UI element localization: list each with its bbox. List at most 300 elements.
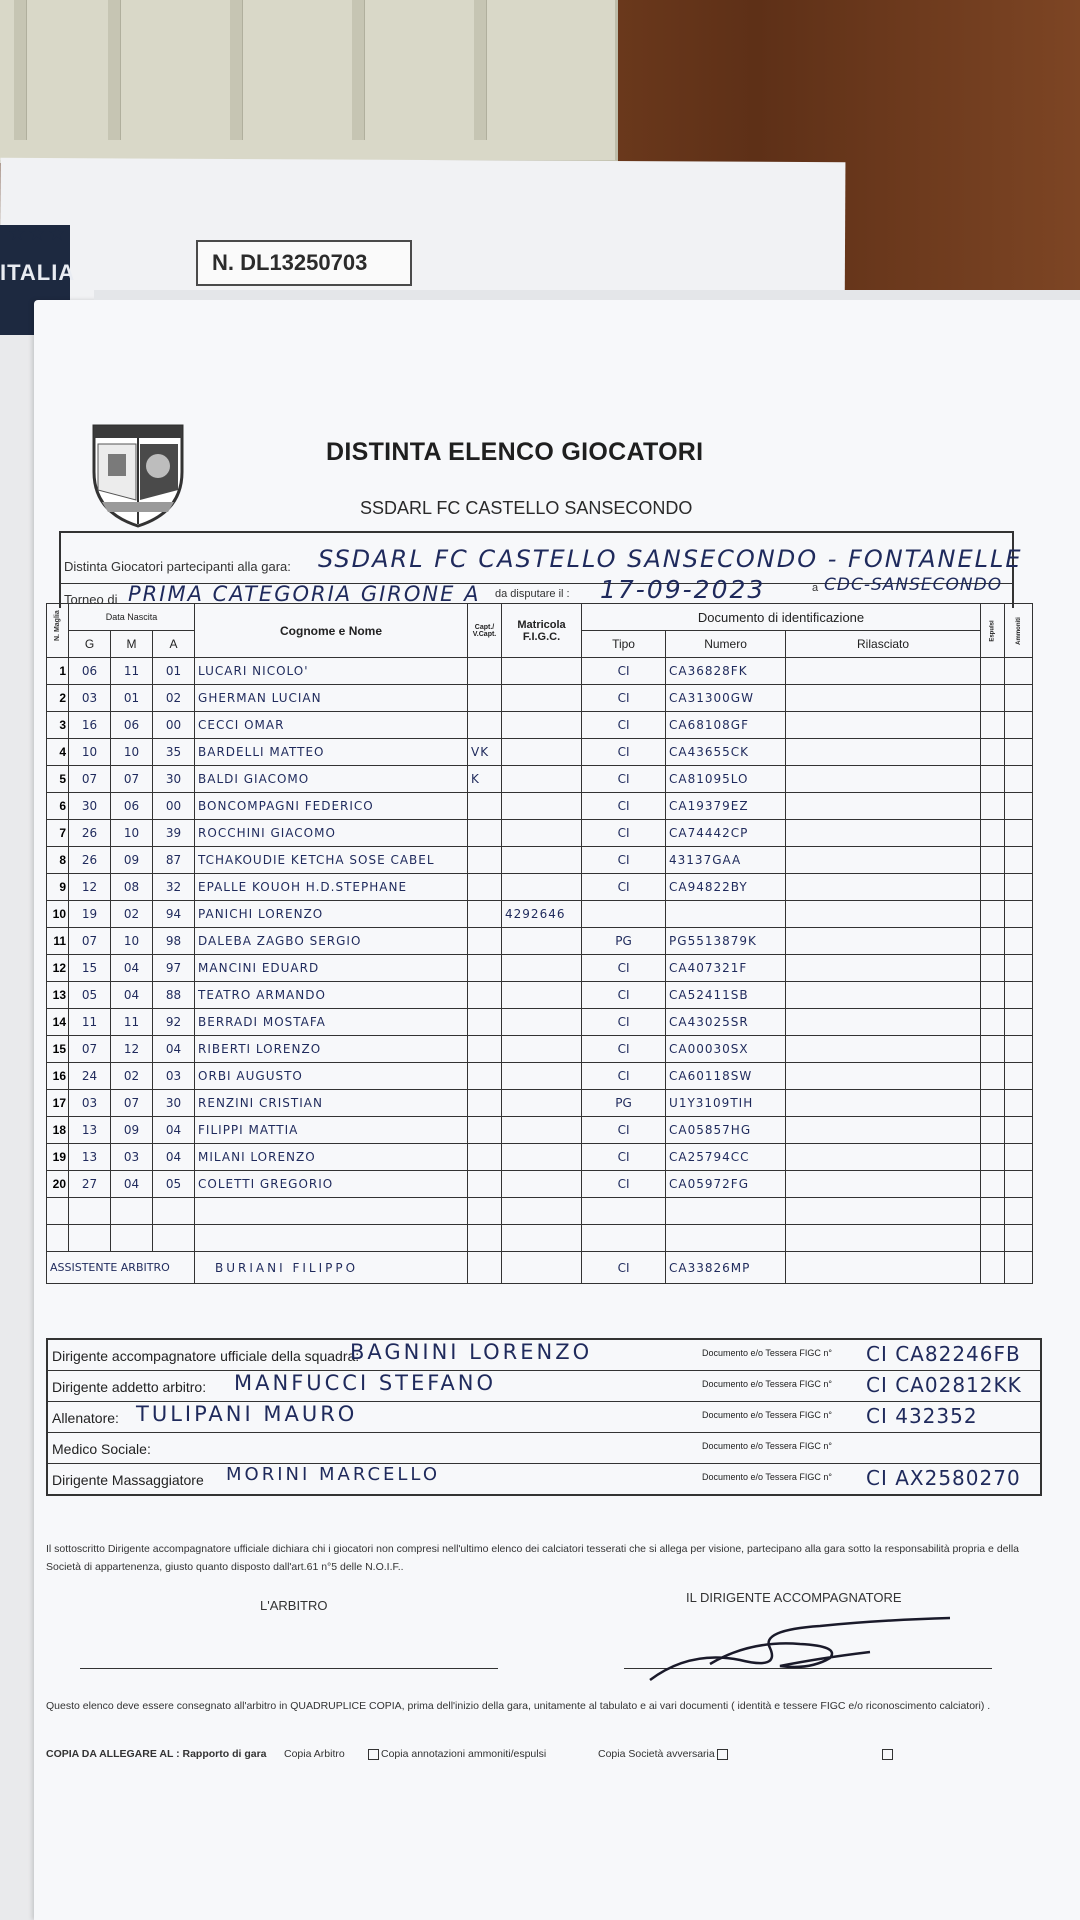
stars-icon: ★★★ [8,221,68,245]
shirt-number: 5 [47,766,69,793]
rilasciato-cell [786,1036,981,1063]
birth-year: 94 [153,901,195,928]
espulsi-cell [981,955,1005,982]
captain-mark [468,928,502,955]
rilasciato-cell [786,1252,981,1284]
col-m: M [111,631,153,658]
captain-mark [468,901,502,928]
captain-mark [468,1009,502,1036]
ammoniti-cell [1005,712,1033,739]
birth-year: 30 [153,766,195,793]
table-row [47,766,1033,793]
ammoniti-cell [1005,928,1033,955]
doc-number [666,901,786,928]
shirt-number: 2 [47,685,69,712]
doc-label: Documento e/o Tessera FIGC n° [702,1472,832,1482]
birth-day: 30 [69,793,111,820]
official-label: Allenatore: [52,1410,119,1426]
empty-cell [582,1198,666,1225]
tray-slot [230,0,243,140]
captain-mark: K [468,766,502,793]
birth-day: 07 [69,766,111,793]
player-name: PANICHI LORENZO [195,901,468,928]
sheet-shadow [94,290,1080,300]
official-value: BAGNINI LORENZO [350,1340,593,1364]
empty-cell [468,1198,502,1225]
espulsi-cell [981,1063,1005,1090]
doc-number: CA00030SX [666,1036,786,1063]
rilasciato-cell [786,1063,981,1090]
birth-month: 02 [111,901,153,928]
birth-month: 10 [111,739,153,766]
matricola [502,1144,582,1171]
birth-day: 16 [69,712,111,739]
birth-month: 03 [111,1144,153,1171]
rilasciato-cell [786,685,981,712]
birth-day: 13 [69,1117,111,1144]
matricola [502,1090,582,1117]
doc-label: Documento e/o Tessera FIGC n° [702,1410,832,1420]
doc-type: PG [582,1090,666,1117]
player-name: BARDELLI MATTEO [195,739,468,766]
captain-mark [468,658,502,685]
birth-day: 19 [69,901,111,928]
birth-month: 04 [111,982,153,1009]
birth-year: 05 [153,1171,195,1198]
copia-societa: Copia Società avversaria [598,1748,730,1760]
ammoniti-cell [1005,874,1033,901]
doc-type: CI [582,1063,666,1090]
rilasciato-cell [786,739,981,766]
birth-day: 24 [69,1063,111,1090]
empty-cell [981,1225,1005,1252]
official-row [48,1464,1040,1494]
matricola [502,1063,582,1090]
official-label: Dirigente accompagnatore ufficiale della squadra: [52,1348,360,1364]
birth-year: 39 [153,820,195,847]
rilasciato-cell [786,793,981,820]
matricola [502,820,582,847]
empty-cell [502,1198,582,1225]
rilasciato-cell [786,820,981,847]
captain-mark [468,1090,502,1117]
doc-type: CI [582,739,666,766]
doc-type: PG [582,928,666,955]
matricola [502,685,582,712]
ammoniti-cell [1005,847,1033,874]
empty-cell [502,1225,582,1252]
table-row [47,1009,1033,1036]
shirt-number: 18 [47,1117,69,1144]
empty-cell [153,1225,195,1252]
birth-year: 04 [153,1144,195,1171]
player-name: MANCINI EDUARD [195,955,468,982]
espulsi-cell [981,1117,1005,1144]
birth-month: 09 [111,1117,153,1144]
empty-cell [69,1198,111,1225]
birth-year: 04 [153,1117,195,1144]
birth-year: 03 [153,1063,195,1090]
birth-year: 02 [153,685,195,712]
official-label: Dirigente Massaggiatore [52,1472,204,1488]
doc-type: CI [582,712,666,739]
birth-year: 00 [153,712,195,739]
player-name: GHERMAN LUCIAN [195,685,468,712]
col-g: G [69,631,111,658]
matricola [502,1171,582,1198]
birth-day: 13 [69,1144,111,1171]
declaration-text: Il sottoscritto Dirigente accompagnatore ufficiale dichiara chi i giocatori non compresi nell'ultimo elenco dei calciatori tesserati che si allega per visione, partecipano alla gara sotto la responsabilità propria e della Società di appartenenza, giusto quanto disposto dall'art.61 n°5 delle N.O.I.F.. [46,1543,1019,1573]
birth-month: 02 [111,1063,153,1090]
birth-month: 07 [111,766,153,793]
matricola: 4292646 [502,901,582,928]
ammoniti-cell [1005,1036,1033,1063]
matricola [502,928,582,955]
shirt-number: 13 [47,982,69,1009]
torneo-value: PRIMA CATEGORIA GIRONE A [128,582,481,606]
copia-label: COPIA DA ALLEGARE AL : Rapporto di gara [46,1748,267,1760]
underlying-page-edge [0,335,38,1920]
player-name: EPALLE KOUOH H.D.STEPHANE [195,874,468,901]
ammoniti-cell [1005,658,1033,685]
ammoniti-cell [1005,739,1033,766]
doc-type: CI [582,658,666,685]
doc-type [582,901,666,928]
ammoniti-cell [1005,1252,1033,1284]
birth-day: 26 [69,820,111,847]
plastic-tray [0,0,618,163]
doc-number: CA43655CK [666,739,786,766]
shirt-number: 10 [47,901,69,928]
shirt-number: 14 [47,1009,69,1036]
empty-cell [468,1225,502,1252]
rilasciato-cell [786,847,981,874]
player-name: MILANI LORENZO [195,1144,468,1171]
captain-mark [468,1171,502,1198]
assistant-name: BURIANI FILIPPO [195,1252,468,1284]
col-numero: Numero [666,631,786,658]
empty-cell [69,1225,111,1252]
birth-year: 32 [153,874,195,901]
rilasciato-cell [786,658,981,685]
rilasciato-cell [786,766,981,793]
espulsi-cell [981,712,1005,739]
captain-mark [468,793,502,820]
checkbox-icon[interactable] [717,1749,728,1760]
table-row [47,658,1033,685]
ammoniti-cell [1005,820,1033,847]
empty-cell [582,1225,666,1252]
captain-mark [468,1036,502,1063]
doc-type: CI [582,685,666,712]
table-row [47,955,1033,982]
shirt-number: 7 [47,820,69,847]
doc-label: Documento e/o Tessera FIGC n° [702,1379,832,1389]
empty-cell [502,1252,582,1284]
empty-cell [981,1198,1005,1225]
birth-day: 05 [69,982,111,1009]
player-name: CECCI OMAR [195,712,468,739]
rilasciato-cell [786,1117,981,1144]
assistant-doc-type: CI [582,1252,666,1284]
player-name: BERRADI MOSTAFA [195,1009,468,1036]
doc-number: PG5513879K [666,928,786,955]
tray-slot [474,0,487,140]
doc-number: CA19379EZ [666,793,786,820]
col-rilasciato: Rilasciato [786,631,981,658]
doc-type: CI [582,793,666,820]
table-row [47,712,1033,739]
official-doc: CI AX2580270 [866,1466,1021,1490]
doc-number: CA74442CP [666,820,786,847]
official-value: TULIPANI MAURO [136,1402,358,1426]
doc-number: 43137GAA [666,847,786,874]
tray-slot [352,0,365,140]
checkbox-icon[interactable] [368,1749,379,1760]
player-name: RENZINI CRISTIAN [195,1090,468,1117]
matricola [502,874,582,901]
matricola [502,1036,582,1063]
copia-extra [880,1748,895,1760]
official-label: Dirigente addetto arbitro: [52,1379,207,1395]
shirt-number: 9 [47,874,69,901]
assistant-doc-number: CA33826MP [666,1252,786,1284]
doc-number: CA05972FG [666,1171,786,1198]
table-row [47,820,1033,847]
shirt-number: 8 [47,847,69,874]
birth-year: 01 [153,658,195,685]
matricola [502,1009,582,1036]
matricola [502,847,582,874]
birth-day: 03 [69,685,111,712]
rilasciato-cell [786,1090,981,1117]
shirt-number: 15 [47,1036,69,1063]
shirt-number: 17 [47,1090,69,1117]
doc-label: Documento e/o Tessera FIGC n° [702,1348,832,1358]
espulsi-cell [981,658,1005,685]
dirigente-signature-icon [630,1600,990,1690]
birth-month: 01 [111,685,153,712]
birth-year: 30 [153,1090,195,1117]
ammoniti-cell [1005,901,1033,928]
shirt-number: 20 [47,1171,69,1198]
copia-arbitro: Copia Arbitro [284,1748,345,1760]
rilasciato-cell [786,874,981,901]
doc-type: CI [582,1144,666,1171]
birth-month: 04 [111,1171,153,1198]
doc-number: U1Y3109TIH [666,1090,786,1117]
table-row [47,1090,1033,1117]
shirt-number: 6 [47,793,69,820]
doc-type: CI [582,982,666,1009]
doc-number: CA60118SW [666,1063,786,1090]
matricola [502,766,582,793]
torneo-label: Torneo di [64,592,118,607]
birth-month: 10 [111,928,153,955]
ammoniti-cell [1005,1117,1033,1144]
shirt-number: 19 [47,1144,69,1171]
doc-type: CI [582,1117,666,1144]
birth-month: 07 [111,1090,153,1117]
ammoniti-cell [1005,1090,1033,1117]
shirt-number: 16 [47,1063,69,1090]
official-doc: CI CA82246FB [866,1342,1021,1366]
ammoniti-cell [1005,685,1033,712]
officials-box [46,1338,1042,1496]
birth-year: 04 [153,1036,195,1063]
serial-number: N. DL13250703 [212,250,368,275]
col-ammoniti: Ammoniti [1005,604,1033,658]
doc-type: CI [582,1171,666,1198]
captain-mark [468,847,502,874]
rilasciato-cell [786,1009,981,1036]
matricola [502,982,582,1009]
birth-month: 11 [111,1009,153,1036]
birth-day: 06 [69,658,111,685]
empty-cell [786,1225,981,1252]
birth-year: 92 [153,1009,195,1036]
birth-month: 10 [111,820,153,847]
tray-slot [108,0,121,140]
birth-year: 97 [153,955,195,982]
doc-number: CA25794CC [666,1144,786,1171]
birth-year: 88 [153,982,195,1009]
table-row [47,1144,1033,1171]
player-name: DALEBA ZAGBO SERGIO [195,928,468,955]
player-name: LUCARI NICOLO' [195,658,468,685]
empty-cell [195,1225,468,1252]
espulsi-cell [981,901,1005,928]
birth-day: 07 [69,1036,111,1063]
rilasciato-cell [786,712,981,739]
checkbox-icon[interactable] [882,1749,893,1760]
assistant-row [47,1252,1033,1284]
espulsi-cell [981,1171,1005,1198]
form-title: DISTINTA ELENCO GIOCATORI [326,438,704,466]
col-documento: Documento di identificazione [582,604,981,631]
ammoniti-cell [1005,793,1033,820]
shirt-number: 11 [47,928,69,955]
espulsi-cell [981,928,1005,955]
birth-month: 06 [111,712,153,739]
players-table [46,603,1033,1284]
espulsi-cell [981,793,1005,820]
rilasciato-cell [786,955,981,982]
empty-row [47,1198,1033,1225]
arbitro-signature-line [80,1668,498,1669]
matricola [502,739,582,766]
table-row [47,901,1033,928]
official-value: MANFUCCI STEFANO [234,1371,497,1395]
table-row [47,982,1033,1009]
rilasciato-cell [786,1171,981,1198]
player-rows [47,658,1033,1284]
table-row [47,793,1033,820]
birth-day: 03 [69,1090,111,1117]
birth-month: 09 [111,847,153,874]
rilasciato-cell [786,928,981,955]
player-name: BONCOMPAGNI FEDERICO [195,793,468,820]
empty-cell [111,1225,153,1252]
empty-cell [195,1198,468,1225]
matricola [502,955,582,982]
italia-text: ITALIA [0,260,76,285]
captain-mark [468,685,502,712]
ammoniti-cell [1005,766,1033,793]
gara-label: Distinta Giocatori partecipanti alla gara: [64,559,291,574]
captain-mark: VK [468,739,502,766]
rilasciato-cell [786,1144,981,1171]
shirt-number: 4 [47,739,69,766]
gara-value: SSDARL FC CASTELLO SANSECONDO - FONTANELLE [318,545,1023,573]
table-row [47,1036,1033,1063]
espulsi-cell [981,1036,1005,1063]
assistant-label: ASSISTENTE ARBITRO [47,1252,195,1284]
birth-month: 08 [111,874,153,901]
shirt-number: 3 [47,712,69,739]
doc-number: CA05857HG [666,1117,786,1144]
espulsi-cell [981,766,1005,793]
matricola [502,793,582,820]
birth-month: 04 [111,955,153,982]
tray-slot [14,0,27,140]
captain-mark [468,820,502,847]
doc-type: CI [582,874,666,901]
empty-cell [47,1198,69,1225]
player-name: TCHAKOUDIE KETCHA SOSE CABEL [195,847,468,874]
matricola [502,658,582,685]
empty-cell [1005,1198,1033,1225]
doc-number: CA94822BY [666,874,786,901]
player-name: ROCCHINI GIACOMO [195,820,468,847]
doc-type: CI [582,847,666,874]
table-row [47,847,1033,874]
doc-number: CA36828FK [666,658,786,685]
col-tipo: Tipo [582,631,666,658]
birth-day: 12 [69,874,111,901]
col-espulsi: Espulsi [981,604,1005,658]
espulsi-cell [981,1252,1005,1284]
player-name: TEATRO ARMANDO [195,982,468,1009]
birth-day: 15 [69,955,111,982]
espulsi-cell [981,874,1005,901]
birth-day: 10 [69,739,111,766]
espulsi-cell [981,739,1005,766]
matricola [502,712,582,739]
serial-number-box [196,240,412,286]
doc-number: CA52411SB [666,982,786,1009]
venue-prefix: a [812,582,819,594]
matricola [502,1117,582,1144]
doc-type: CI [582,766,666,793]
shirt-number: 12 [47,955,69,982]
table-row [47,685,1033,712]
col-matricola: Matricola F.I.G.C. [502,604,582,658]
table-row [47,1117,1033,1144]
birth-month: 11 [111,658,153,685]
doc-number: CA31300GW [666,685,786,712]
empty-cell [786,1198,981,1225]
date-label: da disputare il : [495,588,570,600]
captain-mark [468,1117,502,1144]
rilasciato-cell [786,982,981,1009]
official-label: Medico Sociale: [52,1441,151,1457]
player-name: BALDI GIACOMO [195,766,468,793]
captain-mark [468,712,502,739]
official-doc: CI CA02812KK [866,1373,1022,1397]
player-name: RIBERTI LORENZO [195,1036,468,1063]
table-row [47,1063,1033,1090]
